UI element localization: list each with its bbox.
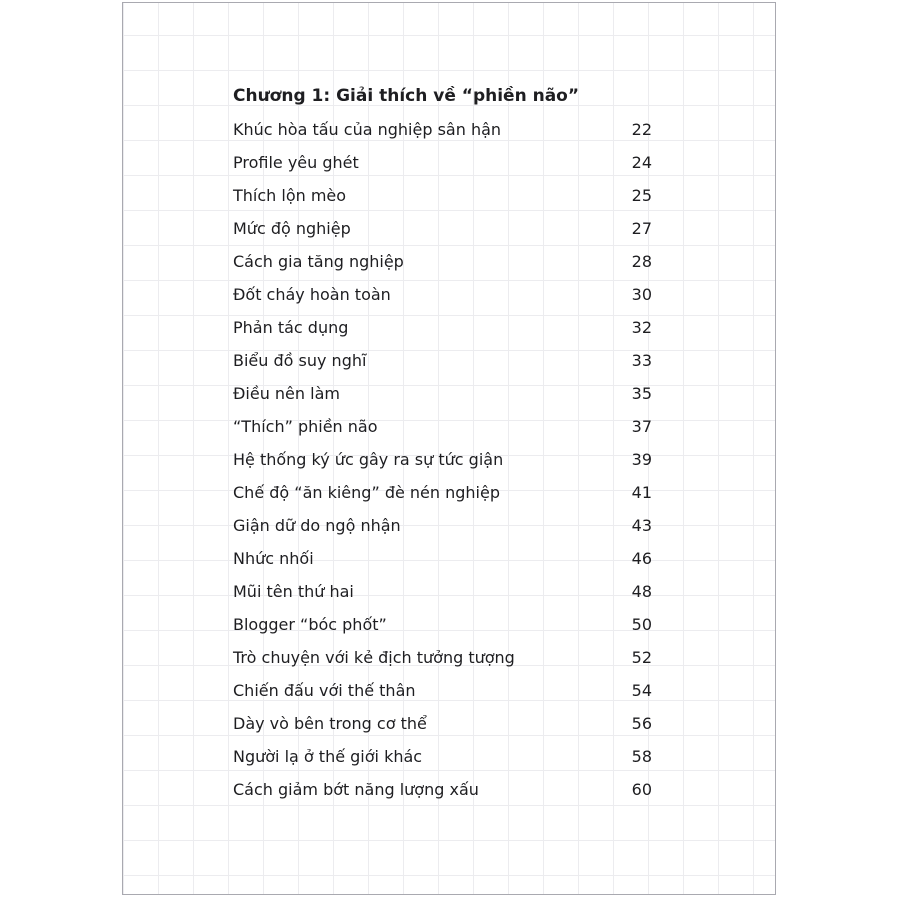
- toc-entry-title: Blogger “bóc phốt”: [233, 615, 387, 634]
- toc-entry-title: Chế độ “ăn kiêng” đè nén nghiệp: [233, 483, 500, 502]
- toc-entry: [233, 542, 652, 575]
- toc-entry-page-number: 28: [631, 252, 652, 271]
- toc-entry-title: Mức độ nghiệp: [233, 219, 351, 238]
- toc-entry-title: Biểu đồ suy nghĩ: [233, 351, 367, 370]
- toc-entry-page-number: 37: [631, 417, 652, 436]
- toc-entry: [233, 113, 652, 146]
- toc-entry: [233, 773, 652, 806]
- toc-entry: [233, 707, 652, 740]
- toc-entry-page-number: 25: [631, 186, 652, 205]
- toc-entry-title: Cách giảm bớt năng lượng xấu: [233, 780, 479, 799]
- toc-entry: [233, 443, 652, 476]
- toc-entry-title: Mũi tên thứ hai: [233, 582, 354, 601]
- toc-entry-title: Thích lộn mèo: [233, 186, 347, 205]
- toc-entry-page-number: 32: [631, 318, 652, 337]
- toc-entry: [233, 410, 652, 443]
- toc-entry-title: Giận dữ do ngộ nhận: [233, 516, 401, 535]
- toc-entry-page-number: 48: [631, 582, 652, 601]
- toc-entry-title: Hệ thống ký ức gây ra sự tức giận: [233, 450, 504, 469]
- toc-entry-page-number: 33: [631, 351, 652, 370]
- grid-paper-page: [122, 2, 776, 895]
- toc-entry-page-number: 56: [631, 714, 652, 733]
- toc-entry-title: “Thích” phiền não: [233, 417, 378, 436]
- toc-entry-page-number: 35: [631, 384, 652, 403]
- toc-entry: [233, 146, 652, 179]
- toc-entry-page-number: 41: [631, 483, 652, 502]
- toc-entry-title: Cách gia tăng nghiệp: [233, 252, 404, 271]
- toc-entry-title: Khúc hòa tấu của nghiệp sân hận: [233, 120, 502, 139]
- toc-entry-page-number: 46: [631, 549, 652, 568]
- toc-entry-title: Profile yêu ghét: [233, 153, 359, 172]
- toc-entry: [233, 179, 652, 212]
- chapter-title: Chương 1: Giải thích về “phiền não”: [233, 86, 580, 106]
- toc-entry: [233, 278, 652, 311]
- toc-entry-page-number: 24: [631, 153, 652, 172]
- toc-entry-title: Đốt cháy hoàn toàn: [233, 285, 391, 304]
- toc-entry-list: [233, 113, 652, 806]
- toc-entry-page-number: 50: [631, 615, 652, 634]
- toc-entry-title: Nhức nhối: [233, 549, 314, 568]
- table-of-contents: [233, 80, 652, 806]
- toc-entry: [233, 740, 652, 773]
- toc-entry-title: Dày vò bên trong cơ thể: [233, 714, 427, 733]
- toc-entry: [233, 641, 652, 674]
- toc-entry: [233, 245, 652, 278]
- toc-entry-title: Điều nên làm: [233, 384, 340, 403]
- toc-entry-page-number: 22: [631, 120, 652, 139]
- toc-entry: [233, 575, 652, 608]
- toc-entry-page-number: 52: [631, 648, 652, 667]
- toc-entry-title: Người lạ ở thế giới khác: [233, 747, 423, 766]
- toc-entry: [233, 509, 652, 542]
- toc-entry-title: Chiến đấu với thế thân: [233, 681, 416, 700]
- toc-entry: [233, 377, 652, 410]
- toc-entry-page-number: 30: [631, 285, 652, 304]
- toc-entry: [233, 476, 652, 509]
- toc-entry: [233, 344, 652, 377]
- toc-entry-page-number: 60: [631, 780, 652, 799]
- toc-entry: [233, 608, 652, 641]
- toc-entry-page-number: 43: [631, 516, 652, 535]
- toc-entry-page-number: 39: [631, 450, 652, 469]
- toc-entry: [233, 311, 652, 344]
- toc-entry-title: Trò chuyện với kẻ địch tưởng tượng: [233, 648, 515, 667]
- toc-entry-page-number: 54: [631, 681, 652, 700]
- toc-entry-page-number: 27: [631, 219, 652, 238]
- toc-entry-title: Phản tác dụng: [233, 318, 349, 337]
- toc-entry: [233, 674, 652, 707]
- toc-entry: [233, 212, 652, 245]
- toc-entry-page-number: 58: [631, 747, 652, 766]
